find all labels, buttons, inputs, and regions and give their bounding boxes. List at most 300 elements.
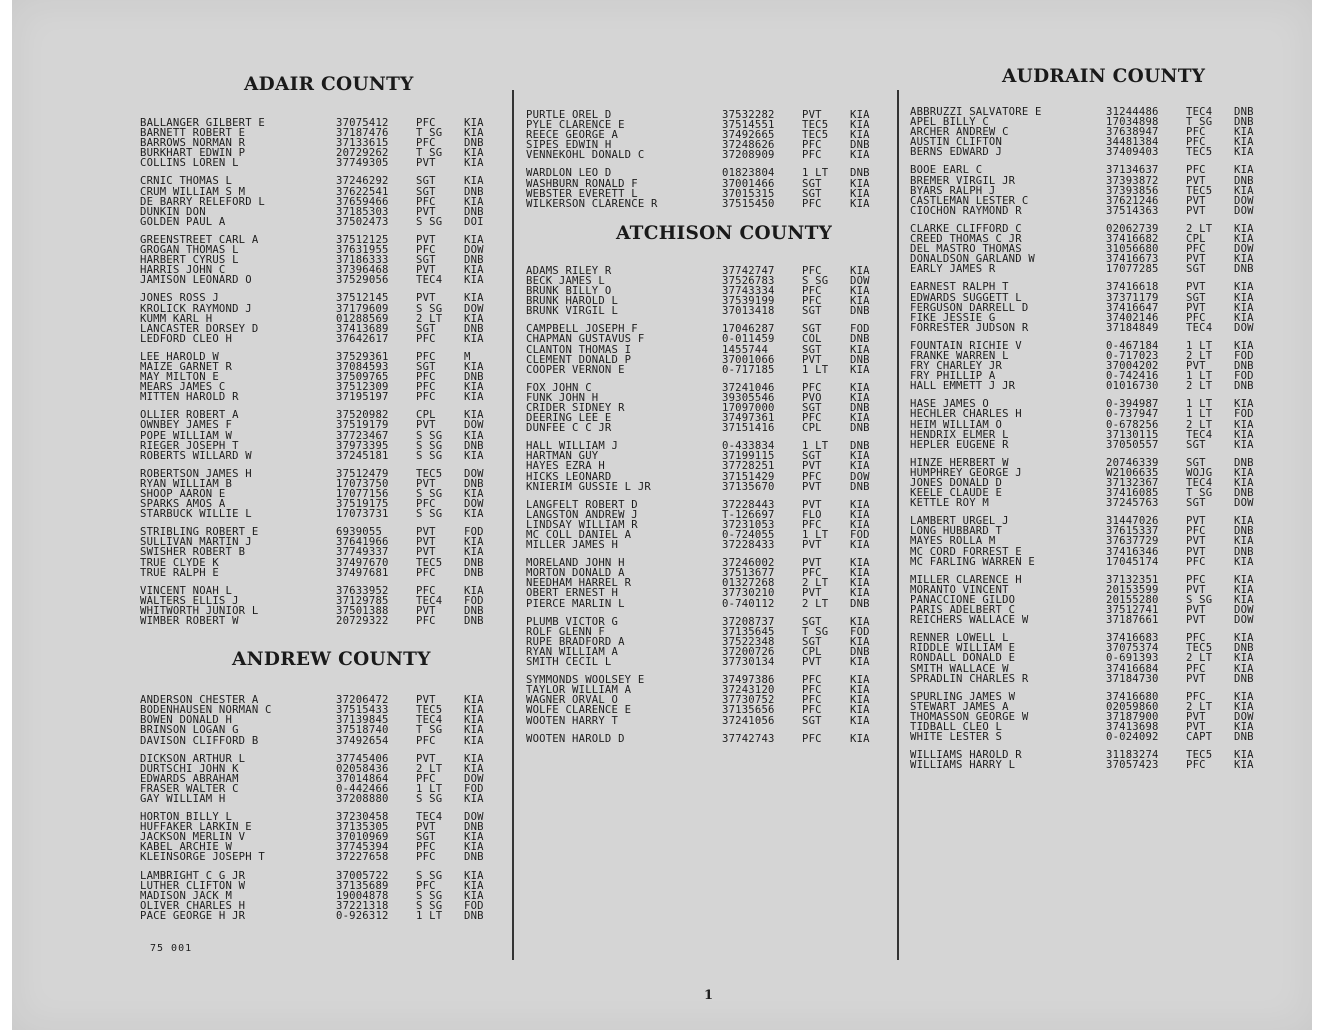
casualty-name: PURTLE OREL D [526, 110, 612, 121]
casualty-name: TAYLOR WILLIAM A [526, 685, 632, 696]
status-code: KIA [850, 499, 870, 510]
rank: S SG [416, 890, 443, 901]
casualty-row [140, 304, 512, 314]
status-code: DNB [850, 646, 870, 658]
serial-number: 37520982 [336, 410, 389, 421]
serial-number: 37246292 [336, 176, 389, 187]
rank: SGT [416, 255, 436, 266]
status-code: KIA [1234, 302, 1254, 313]
casualty-name: BOOE EARL C [910, 165, 983, 176]
casualty-name: FORRESTER JUDSON R [910, 322, 1029, 333]
status-code: KIA [464, 118, 484, 129]
rank: PFC [1186, 312, 1206, 323]
casualty-name: CRIDER SIDNEY R [526, 402, 625, 414]
status-code: KIA [464, 753, 484, 764]
casualty-name: DEL MASTRO THOMAS [910, 244, 1022, 255]
casualty-name: CASTLEMAN LESTER C [910, 195, 1029, 206]
serial-number: 0-717023 [1106, 350, 1159, 362]
casualty-row [140, 509, 512, 519]
rank: PFC [802, 265, 822, 276]
status-code: DOW [464, 245, 484, 256]
casualty-row [526, 168, 898, 178]
status-code: DNB [850, 423, 870, 434]
casualty-row [910, 478, 1282, 488]
status-code: DOW [1234, 195, 1254, 206]
casualty-row [910, 526, 1282, 536]
name-group [526, 500, 898, 550]
serial-number: 37615337 [1106, 526, 1159, 537]
serial-number: 37001066 [722, 354, 775, 365]
casualty-name: CIOCHON RAYMOND R [910, 205, 1022, 216]
rank: CPL [416, 410, 436, 421]
casualty-row [140, 392, 512, 402]
casualty-name: AUSTIN CLIFTON [910, 137, 1003, 148]
casualty-row [140, 891, 512, 901]
serial-number: 37241046 [722, 382, 775, 393]
status-code: KIA [464, 148, 484, 159]
rank: 1 LT [802, 364, 829, 375]
casualty-row [526, 647, 898, 657]
casualty-name: ROBERTS WILLARD W [140, 450, 252, 461]
status-code: DNB [850, 306, 870, 317]
status-code: KIA [464, 537, 484, 548]
serial-number: 37745406 [336, 753, 389, 764]
rank: PFC [416, 567, 436, 578]
status-code: DNB [464, 323, 484, 334]
serial-number: 37532282 [722, 110, 775, 121]
serial-number: 37742747 [722, 265, 775, 276]
casualty-row [910, 664, 1282, 674]
casualty-name: EARNEST RALPH T [910, 282, 1009, 293]
rank: PVT [416, 234, 436, 246]
rank: PVT [1186, 673, 1206, 684]
casualty-row [140, 616, 512, 626]
serial-number: 37208737 [722, 616, 775, 627]
casualty-row [526, 189, 898, 199]
rank: SGT [802, 402, 822, 414]
column-divider-right [897, 90, 899, 960]
casualty-name: KABEL ARCHIE W [140, 842, 233, 853]
name-group [910, 575, 1282, 625]
serial-number: 17097000 [722, 402, 775, 414]
casualty-row [526, 540, 898, 550]
casualty-row [526, 413, 898, 423]
serial-number: 0-691393 [1106, 653, 1159, 664]
rank: TEC4 [416, 715, 443, 726]
casualty-row [910, 264, 1282, 274]
casualty-name: MC COLL DANIEL A [526, 530, 632, 541]
casualty-name: WOOTEN HAROLD D [526, 733, 625, 744]
casualty-name: BERNS EDWARD J [910, 147, 1003, 158]
casualty-row [526, 130, 898, 140]
status-code: M [464, 351, 471, 362]
casualty-name: PLUMB VICTOR G [526, 616, 619, 627]
serial-number: 37743334 [722, 286, 775, 297]
status-code: DNB [464, 478, 484, 489]
rank: PFC [416, 499, 436, 510]
casualty-name: FOX JOHN C [526, 382, 592, 393]
status-code: DNB [1234, 117, 1254, 128]
serial-number: 37208880 [336, 793, 389, 805]
serial-number: 37973395 [336, 440, 389, 451]
casualty-name: BODENHAUSEN NORMAN C [140, 705, 272, 716]
serial-number: 37208909 [722, 150, 775, 161]
casualty-row [910, 595, 1282, 605]
rank: PVT [416, 605, 436, 617]
status-code: KIA [464, 450, 484, 461]
status-code: DNB [464, 138, 484, 149]
serial-number: 0-024092 [1106, 732, 1159, 743]
serial-number: 31244486 [1106, 107, 1159, 118]
rank: S SG [416, 303, 443, 314]
serial-number: 20746339 [1106, 457, 1159, 468]
status-code: KIA [850, 120, 870, 131]
casualty-name: HARRIS JOHN C [140, 265, 226, 276]
casualty-name: CAMPBELL JOSEPH F [526, 324, 638, 335]
casualty-row [910, 381, 1282, 391]
name-group [140, 176, 512, 226]
casualty-name: DAVISON CLIFFORD B [140, 735, 259, 746]
status-code: FOD [464, 783, 484, 794]
casualty-name: BYARS RALPH J [910, 185, 996, 196]
rank: PFC [802, 705, 822, 716]
rank: TEC5 [1186, 147, 1213, 158]
status-code: DNB [464, 186, 484, 197]
rank: PVT [416, 265, 436, 276]
rank: TEC4 [1186, 429, 1213, 440]
serial-number: 37413689 [336, 323, 389, 334]
casualty-row [910, 234, 1282, 244]
serial-number: 37075374 [1106, 643, 1159, 654]
casualty-name: HUFFAKER LARKIN E [140, 822, 252, 833]
serial-number: 37631955 [336, 245, 389, 256]
casualty-row [140, 410, 512, 420]
casualty-row [910, 186, 1282, 196]
rank: T SG [416, 128, 443, 139]
name-group [140, 871, 512, 921]
serial-number: 37637729 [1106, 536, 1159, 547]
casualty-row [140, 705, 512, 715]
rank: CPL [802, 646, 822, 658]
casualty-name: HALL EMMETT J JR [910, 381, 1016, 392]
rank: S SG [416, 900, 443, 911]
casualty-name: MORANTO VINCENT [910, 584, 1009, 595]
serial-number: 37492665 [722, 130, 775, 141]
casualty-name: MITTEN HAROLD R [140, 392, 239, 403]
casualty-name: MEARS JAMES C [140, 382, 226, 393]
casualty-row [140, 128, 512, 138]
status-code: KIA [1234, 594, 1254, 606]
casualty-name: GREENSTREET CARL A [140, 234, 259, 246]
rank: PVT [1186, 721, 1206, 733]
casualty-name: HEPLER EUGENE R [910, 439, 1009, 450]
status-code: KIA [1234, 467, 1254, 478]
casualty-row [910, 176, 1282, 186]
status-code: DNB [1234, 488, 1254, 499]
status-code: KIA [464, 547, 484, 558]
casualty-name: OBERT ERNEST H [526, 588, 619, 599]
status-code: DOW [1234, 205, 1254, 216]
casualty-row [526, 286, 898, 296]
name-group [526, 675, 898, 725]
serial-number: 37416618 [1106, 282, 1159, 293]
status-code: DNB [850, 598, 870, 609]
status-code: DNB [464, 372, 484, 383]
serial-number: 37497361 [722, 413, 775, 424]
status-code: DOW [464, 773, 484, 784]
status-code: DOW [850, 275, 870, 287]
status-code: DNB [464, 616, 484, 627]
status-code: KIA [850, 675, 870, 686]
casualty-name: OWNBEY JAMES F [140, 420, 233, 431]
casualty-name: LUTHER CLIFTON W [140, 880, 246, 891]
casualty-row [140, 441, 512, 451]
casualty-name: THOMASSON GEORGE W [910, 711, 1029, 722]
casualty-name: OLLIER ROBERT A [140, 410, 239, 421]
serial-number: 37515433 [336, 705, 389, 716]
status-code: KIA [1234, 137, 1254, 148]
rank: PFC [802, 150, 822, 161]
name-group [910, 165, 1282, 215]
status-code: KIA [464, 275, 484, 286]
casualty-row [140, 138, 512, 148]
casualty-name: ADAMS RILEY R [526, 265, 612, 276]
casualty-row [526, 324, 898, 334]
serial-number: 01823804 [722, 168, 775, 179]
rank: PVT [1186, 254, 1206, 265]
rank: 2 LT [1186, 701, 1213, 712]
casualty-row [526, 365, 898, 375]
casualty-name: POPE WILLIAM W [140, 430, 233, 441]
serial-number: 37179609 [336, 303, 389, 314]
casualty-row [526, 266, 898, 276]
status-code: KIA [850, 705, 870, 716]
casualty-row [910, 488, 1282, 498]
status-code: KIA [1234, 439, 1254, 450]
casualty-row [910, 760, 1282, 770]
status-code: KIA [464, 293, 484, 304]
casualty-row [140, 275, 512, 285]
casualty-name: BOWEN DONALD H [140, 715, 233, 726]
casualty-row [910, 351, 1282, 361]
casualty-name: EARLY JAMES R [910, 264, 996, 275]
casualty-name: FUNK JOHN H [526, 392, 599, 403]
casualty-name: BARROWS NORMAN R [140, 138, 246, 149]
casualty-name: KEELE CLAUDE E [910, 488, 1003, 499]
serial-number: 31056680 [1106, 244, 1159, 255]
casualty-row [526, 355, 898, 365]
rank: TEC5 [1186, 750, 1213, 761]
serial-number: 17046287 [722, 324, 775, 335]
serial-number: 37186333 [336, 255, 389, 266]
rank: PFC [416, 735, 436, 746]
status-code: KIA [1234, 234, 1254, 245]
serial-number: 37416683 [1106, 633, 1159, 644]
serial-number: 37129785 [336, 595, 389, 606]
rank: SGT [1186, 439, 1206, 450]
serial-number: 37084593 [336, 361, 389, 373]
casualty-name: COLLINS LOREN L [140, 158, 239, 169]
casualty-row [140, 431, 512, 441]
status-code: KIA [850, 150, 870, 161]
rank: PFC [416, 382, 436, 393]
serial-number: 39305546 [722, 392, 775, 403]
casualty-row [910, 420, 1282, 430]
serial-number: 37529056 [336, 275, 389, 286]
status-code: KIA [464, 715, 484, 726]
status-code: KIA [850, 451, 870, 462]
casualty-row [910, 323, 1282, 333]
serial-number: 19004878 [336, 890, 389, 901]
status-code: KIA [1234, 340, 1254, 351]
rank: SGT [802, 451, 822, 462]
serial-number: 37151429 [722, 471, 775, 482]
serial-number: 37730752 [722, 695, 775, 706]
serial-number: 37512309 [336, 382, 389, 393]
serial-number: 37492654 [336, 735, 389, 746]
casualty-name: HENDRIX ELMER L [910, 429, 1009, 440]
casualty-row [910, 498, 1282, 508]
status-code: DOW [1234, 615, 1254, 626]
status-code: KIA [464, 735, 484, 746]
status-code: DOW [464, 812, 484, 823]
casualty-row [910, 674, 1282, 684]
serial-number: 01327268 [722, 578, 775, 589]
casualty-row [140, 362, 512, 372]
name-group [140, 586, 512, 626]
casualty-name: SPARKS AMOS A [140, 499, 226, 510]
casualty-name: SIPES EDWIN H [526, 140, 612, 151]
casualty-row [910, 557, 1282, 567]
casualty-row [526, 334, 898, 344]
rank: PFC [802, 568, 822, 579]
serial-number: 37396468 [336, 265, 389, 276]
serial-number: 37187661 [1106, 615, 1159, 626]
rank: PVT [1186, 584, 1206, 595]
serial-number: 37730210 [722, 588, 775, 599]
casualty-name: HAYES EZRA H [526, 461, 605, 472]
status-code: KIA [464, 313, 484, 324]
serial-number: 37050557 [1106, 439, 1159, 450]
serial-number: 37241056 [722, 715, 775, 726]
rank: PVO [802, 392, 822, 403]
serial-number: 37185303 [336, 206, 389, 217]
casualty-name: MAY MILTON E [140, 372, 219, 383]
serial-number: 37187476 [336, 128, 389, 139]
rank: PVT [802, 461, 822, 472]
serial-number: 37539199 [722, 296, 775, 307]
rank: PVT [802, 481, 822, 492]
casualty-row [526, 472, 898, 482]
serial-number: 0-717185 [722, 364, 775, 375]
casualty-name: TIDBALL CLEO L [910, 721, 1003, 733]
name-group [910, 224, 1282, 274]
casualty-name: MC FARLING WARREN E [910, 556, 1035, 567]
serial-number: 37005722 [336, 870, 389, 881]
rank: PFC [416, 351, 436, 362]
status-code: KIA [464, 705, 484, 716]
casualty-row [526, 345, 898, 355]
status-code: DNB [464, 910, 484, 921]
serial-number: 37526783 [722, 275, 775, 287]
casualty-row [910, 409, 1282, 419]
status-code: DNB [1234, 264, 1254, 275]
serial-number: 37633952 [336, 585, 389, 596]
serial-number: 37230458 [336, 812, 389, 823]
casualty-row [140, 197, 512, 207]
name-group [526, 617, 898, 667]
serial-number: 6939055 [336, 527, 383, 538]
casualty-name: STEWART JAMES A [910, 701, 1009, 712]
casualty-name: MORTON DONALD A [526, 568, 625, 579]
status-code: DOW [464, 468, 484, 479]
rank: 1 LT [802, 168, 829, 179]
casualty-row [910, 516, 1282, 526]
casualty-row [140, 382, 512, 392]
serial-number: 37659466 [336, 196, 389, 207]
casualty-row [910, 575, 1282, 585]
name-group [140, 235, 512, 285]
serial-number: 37512741 [1106, 605, 1159, 616]
rank: PVT [1186, 711, 1206, 722]
rank: CAPT [1186, 732, 1213, 743]
rank: TEC4 [1186, 478, 1213, 489]
serial-number: 37195197 [336, 392, 389, 403]
serial-number: 0-678256 [1106, 419, 1159, 430]
casualty-name: JONES DONALD D [910, 478, 1003, 489]
name-group [526, 441, 898, 491]
rank: PFC [802, 382, 822, 393]
status-code: KIA [1234, 254, 1254, 265]
casualty-row [140, 754, 512, 764]
name-group [910, 282, 1282, 332]
casualty-name: HALL WILLIAM J [526, 441, 619, 452]
status-code: DNB [850, 354, 870, 365]
rank: PFC [416, 585, 436, 596]
casualty-name: WILLIAMS HARRY L [910, 760, 1016, 771]
casualty-row [140, 217, 512, 227]
status-code: KIA [850, 382, 870, 393]
casualty-name: WHITE LESTER S [910, 732, 1003, 743]
serial-number: 37132351 [1106, 574, 1159, 585]
rank: 1 LT [802, 441, 829, 452]
serial-number: 31183274 [1106, 750, 1159, 761]
casualty-name: OLIVER CHARLES H [140, 900, 246, 911]
status-code: KIA [1234, 429, 1254, 440]
casualty-row [910, 224, 1282, 234]
status-code: DOW [1234, 322, 1254, 333]
casualty-name: MILLER JAMES H [526, 540, 619, 551]
rank: TEC4 [416, 275, 443, 286]
serial-number: 17034898 [1106, 117, 1159, 128]
rank: PVT [802, 110, 822, 121]
status-code: KIA [1234, 633, 1254, 644]
serial-number: 37642617 [336, 333, 389, 344]
casualty-row [140, 479, 512, 489]
name-group [910, 750, 1282, 770]
casualty-row [140, 314, 512, 324]
rank: T SG [416, 148, 443, 159]
casualty-row [140, 489, 512, 499]
casualty-row [526, 599, 898, 609]
serial-number: 37014864 [336, 773, 389, 784]
rank: 2 LT [1186, 350, 1213, 362]
casualty-row [910, 206, 1282, 216]
rank: PVT [1186, 615, 1206, 626]
status-code: KIA [850, 110, 870, 121]
name-group [910, 633, 1282, 683]
serial-number: 37497681 [336, 567, 389, 578]
